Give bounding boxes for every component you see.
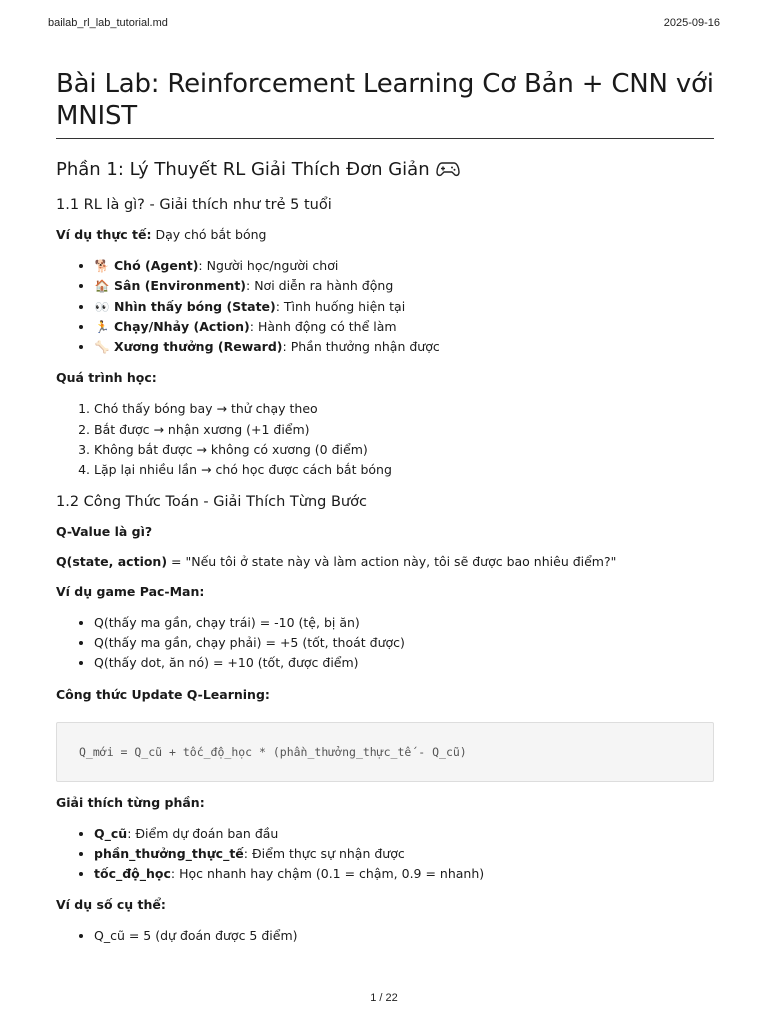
list-item — [94, 337, 714, 357]
part1-heading-text: Phần 1: Lý Thuyết RL Giải Thích Đơn Giản — [56, 159, 430, 180]
list-item — [94, 276, 714, 296]
rl-components-list — [56, 256, 714, 357]
item-text: : Điểm thực sự nhận được — [243, 845, 405, 861]
item-label: Chạy/Nhảy (Action) — [114, 318, 250, 334]
list-item — [94, 297, 714, 317]
item-text: : Tình huống hiện tại — [275, 298, 406, 314]
example-label: Ví dụ thực tế: — [56, 227, 152, 242]
item-label: phần_thưởng_thực_tế — [94, 845, 244, 861]
page-header-date: 2025-09-16 — [663, 17, 720, 29]
document-body — [56, 68, 714, 947]
item-label: Sân (Environment) — [114, 278, 247, 294]
item-text: : Nơi diễn ra hành động — [246, 278, 394, 294]
list-item — [94, 844, 714, 864]
explain-list — [56, 824, 714, 885]
numbers-paragraph — [56, 896, 714, 914]
house-icon: 🏠 — [94, 279, 110, 294]
item-label: Nhìn thấy bóng (State) — [114, 298, 276, 314]
example-text: Dạy chó bắt bóng — [151, 227, 267, 242]
pacman-paragraph — [56, 583, 714, 601]
list-item: 4. Lặp lại nhiều lần → chó học được cách bắt bóng — [94, 460, 714, 480]
item-text: : Hành động có thể làm — [249, 318, 397, 334]
q-definition-paragraph — [56, 553, 714, 571]
qvalue-label: Q-Value là gì? — [56, 523, 153, 539]
code-block — [56, 722, 714, 782]
item-label: tốc_độ_học — [94, 866, 171, 882]
q-definition-text: = "Nếu tôi ở state này và làm action này, tôi sẽ được bao nhiêu điểm?" — [167, 553, 617, 569]
process-label: Quá trình học: — [56, 370, 157, 386]
pacman-label: Ví dụ game Pac-Man: — [56, 583, 205, 599]
section-1-1-heading: 1.1 RL là gì? - Giải thích như trẻ 5 tuổi — [56, 197, 332, 213]
list-item: • Q(thấy dot, ăn nó) = +10 (tốt, được điểm) — [94, 653, 714, 673]
formula-text: Q_mới = Q_cũ + tốc_độ_học * (phần_thưởng_thực_tế - Q_cũ) — [79, 744, 467, 759]
dog-icon: 🐕 — [94, 259, 110, 273]
list-item: 2. Bắt được → nhận xương (+1 điểm) — [94, 420, 714, 440]
list-item: • Q(thấy ma gần, chạy phải) = +5 (tốt, thoát được) — [94, 633, 714, 653]
page-header-filename: bailab_rl_lab_tutorial.md — [48, 17, 168, 29]
update-label: Công thức Update Q-Learning: — [56, 686, 270, 702]
page-number: 1 / 22 — [370, 992, 398, 1004]
process-steps-list — [56, 399, 714, 480]
numbers-list — [56, 926, 714, 946]
explain-label: Giải thích từng phần: — [56, 794, 205, 810]
list-item: 3. Không bắt được → không có xương (0 điểm) — [94, 440, 714, 460]
item-label: Q_cũ — [94, 825, 128, 841]
q-definition-term: Q(state, action) — [56, 553, 168, 569]
list-item — [94, 256, 714, 276]
example-paragraph — [56, 226, 714, 244]
qvalue-paragraph — [56, 523, 714, 541]
explain-paragraph — [56, 794, 714, 812]
numbers-label: Ví dụ số cụ thể: — [56, 897, 166, 913]
list-item — [94, 864, 714, 884]
item-text: : Phần thưởng nhận được — [282, 339, 440, 355]
pacman-list — [56, 613, 714, 674]
update-paragraph — [56, 686, 714, 704]
list-item: • Q_cũ = 5 (dự đoán được 5 điểm) — [94, 926, 714, 946]
item-text: : Điểm dự đoán ban đầu — [127, 825, 279, 841]
list-item — [94, 317, 714, 337]
item-label: Xương thưởng (Reward) — [114, 339, 283, 355]
list-item: • Q(thấy ma gần, chạy trái) = -10 (tệ, bị ăn) — [94, 613, 714, 633]
process-paragraph — [56, 369, 714, 387]
list-item: 1. Chó thấy bóng bay → thử chạy theo — [94, 399, 714, 419]
document-title: Bài Lab: Reinforcement Learning Cơ Bản + CNN với MNIST — [56, 68, 714, 139]
part1-heading — [56, 159, 714, 184]
eyes-icon: 👀 — [94, 299, 110, 314]
item-label: Chó (Agent) — [114, 258, 199, 273]
item-text: : Người học/người chơi — [198, 258, 339, 273]
running-icon: 🏃 — [94, 319, 110, 334]
bone-icon: 🦴 — [94, 340, 110, 355]
gamepad-icon — [436, 160, 460, 184]
list-item — [94, 824, 714, 844]
section-1-2-heading: 1.2 Công Thức Toán - Giải Thích Từng Bước — [56, 493, 367, 510]
item-text: : Học nhanh hay chậm (0.1 = chậm, 0.9 = nhanh) — [170, 866, 485, 882]
